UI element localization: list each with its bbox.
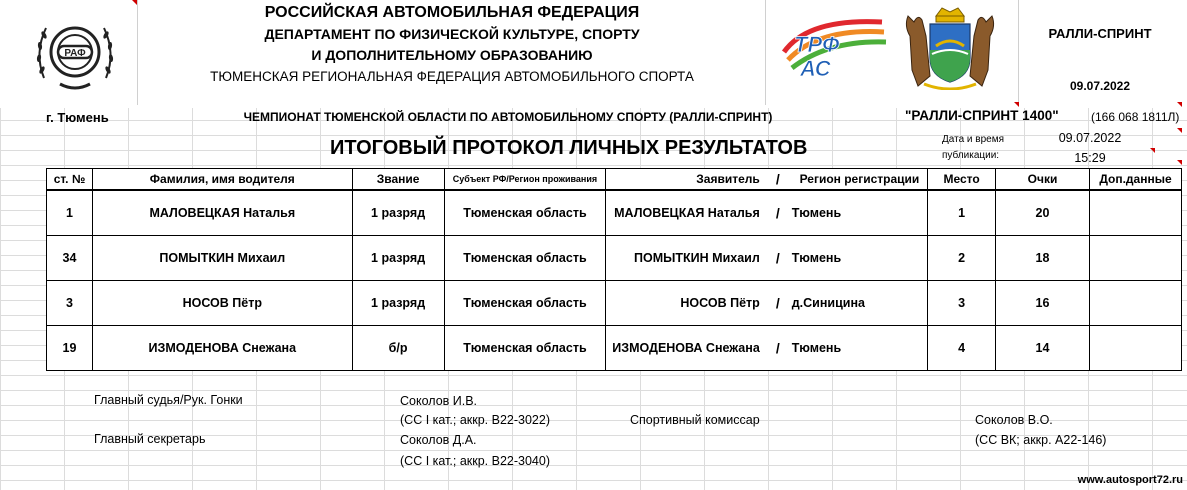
cell-number: 3: [47, 281, 93, 326]
comment-marker: [1150, 148, 1155, 153]
protocol-title: ИТОГОВЫЙ ПРОТОКОЛ ЛИЧНЫХ РЕЗУЛЬТАТОВ: [330, 137, 808, 159]
publication-label-1: Дата и время: [942, 134, 1005, 145]
divider: [137, 0, 138, 105]
header-number: ст. №: [47, 169, 93, 191]
results-table: [46, 168, 1182, 371]
cell-driver: ИЗМОДЕНОВА Снежана: [92, 326, 352, 371]
chief-judge-cert: (СС I кат.; аккр. В22-3022): [400, 413, 550, 427]
cell-points: 14: [996, 326, 1090, 371]
cell-rank: 1 разряд: [352, 236, 444, 281]
table-header-row: [47, 169, 1182, 191]
cell-region: Тюменская область: [444, 281, 606, 326]
cell-region: Тюменская область: [444, 326, 606, 371]
divider: [765, 0, 766, 105]
chief-judge-label: Главный судья/Рук. Гонки: [94, 393, 243, 407]
trf-logo-text-2: АС: [800, 56, 831, 81]
cell-driver: МАЛОВЕЦКАЯ Наталья: [92, 190, 352, 236]
event-date: 09.07.2022: [1069, 79, 1131, 93]
publication-label-2: публикации:: [942, 150, 1000, 161]
divider: [1018, 0, 1019, 105]
cell-place: 4: [928, 326, 996, 371]
publication-date: 09.07.2022: [1058, 131, 1122, 145]
cell-place: 1: [928, 190, 996, 236]
cell-place: 3: [928, 281, 996, 326]
cell-number: 34: [47, 236, 93, 281]
commissioner-cert: (СС ВК; аккр. А22-146): [975, 433, 1107, 447]
header-points: Очки: [996, 169, 1090, 191]
table-row: [47, 190, 1182, 236]
cell-slash: /: [766, 326, 790, 371]
table-row: [47, 326, 1182, 371]
cell-points: 20: [996, 190, 1090, 236]
department-line-1: ДЕПАРТАМЕНТ ПО ФИЗИЧЕСКОЙ КУЛЬТУРЕ, СПОРТУ: [264, 26, 640, 42]
cell-slash: /: [766, 190, 790, 236]
raf-logo-text: РАФ: [64, 48, 86, 59]
commissioner-label: Спортивный комиссар: [630, 413, 760, 427]
cell-applicant: ИЗМОДЕНОВА Снежана: [606, 326, 766, 371]
cell-points: 18: [996, 236, 1090, 281]
cell-slash: /: [766, 236, 790, 281]
header-extra: Доп.данные: [1089, 169, 1181, 191]
raf-logo: [30, 8, 120, 98]
table-row: [47, 281, 1182, 326]
cell-rank: б/р: [352, 326, 444, 371]
header-rank: Звание: [352, 169, 444, 191]
trf-logo-text-1: ТРФ: [794, 32, 840, 57]
cell-driver: ПОМЫТКИН Михаил: [92, 236, 352, 281]
cell-applicant: ПОМЫТКИН Михаил: [606, 236, 766, 281]
cell-place: 2: [928, 236, 996, 281]
header-place: Место: [928, 169, 996, 191]
city: г. Тюмень: [46, 110, 109, 125]
table-row: [47, 236, 1182, 281]
comment-marker: [132, 0, 137, 5]
publication-time: 15:29: [1074, 151, 1106, 165]
cell-region: Тюменская область: [444, 236, 606, 281]
cell-extra: [1089, 326, 1181, 371]
comment-marker: [1177, 102, 1182, 107]
federation-title: РОССИЙСКАЯ АВТОМОБИЛЬНАЯ ФЕДЕРАЦИЯ: [264, 4, 640, 21]
cell-number: 19: [47, 326, 93, 371]
header-region: Субъект РФ/Регион проживания: [444, 169, 606, 191]
cell-points: 16: [996, 281, 1090, 326]
cell-slash: /: [766, 281, 790, 326]
cell-reg-region: Тюмень: [790, 236, 928, 281]
chief-judge-name: Соколов И.В.: [400, 394, 478, 408]
cell-driver: НОСОВ Пётр: [92, 281, 352, 326]
comment-marker: [1177, 160, 1182, 165]
cell-applicant: НОСОВ Пётр: [606, 281, 766, 326]
stage-code: (166 068 1811Л): [1091, 110, 1180, 124]
cell-reg-region: Тюмень: [790, 326, 928, 371]
regional-federation: ТЮМЕНСКАЯ РЕГИОНАЛЬНАЯ ФЕДЕРАЦИЯ АВТОМОБИЛЬНОГО СПОРТА: [210, 69, 694, 84]
header-driver: Фамилия, имя водителя: [92, 169, 352, 191]
cell-rank: 1 разряд: [352, 281, 444, 326]
secretary-label: Главный секретарь: [94, 432, 206, 446]
watermark: www.autosport72.ru: [1077, 474, 1183, 486]
cell-region: Тюменская область: [444, 190, 606, 236]
cell-reg-region: Тюмень: [790, 190, 928, 236]
cell-reg-region: д.Синицина: [790, 281, 928, 326]
header-applicant: Заявитель: [606, 169, 766, 191]
secretary-cert: (СС I кат.; аккр. В22-3040): [400, 454, 550, 468]
comment-marker: [1177, 128, 1182, 133]
cell-extra: [1089, 236, 1181, 281]
cell-number: 1: [47, 190, 93, 236]
event-type: РАЛЛИ-СПРИНТ: [1048, 26, 1152, 41]
championship-title: ЧЕМПИОНАТ ТЮМЕНСКОЙ ОБЛАСТИ ПО АВТОМОБИЛЬНОМУ СПОРТУ (РАЛЛИ-СПРИНТ): [243, 110, 773, 124]
trf-as-logo: [778, 12, 890, 84]
tyumen-coat-of-arms: [896, 6, 1004, 90]
cell-applicant: МАЛОВЕЦКАЯ Наталья: [606, 190, 766, 236]
department-line-2: И ДОПОЛНИТЕЛЬНОМУ ОБРАЗОВАНИЮ: [311, 47, 593, 63]
secretary-name: Соколов Д.А.: [400, 433, 477, 447]
cell-extra: [1089, 281, 1181, 326]
header-slash: /: [766, 169, 790, 191]
header-reg-region: Регион регистрации: [790, 169, 928, 191]
cell-extra: [1089, 190, 1181, 236]
commissioner-name: Соколов В.О.: [975, 413, 1053, 427]
comment-marker: [1014, 102, 1019, 107]
cell-rank: 1 разряд: [352, 190, 444, 236]
stage-title: "РАЛЛИ-СПРИНТ 1400": [905, 108, 1059, 123]
